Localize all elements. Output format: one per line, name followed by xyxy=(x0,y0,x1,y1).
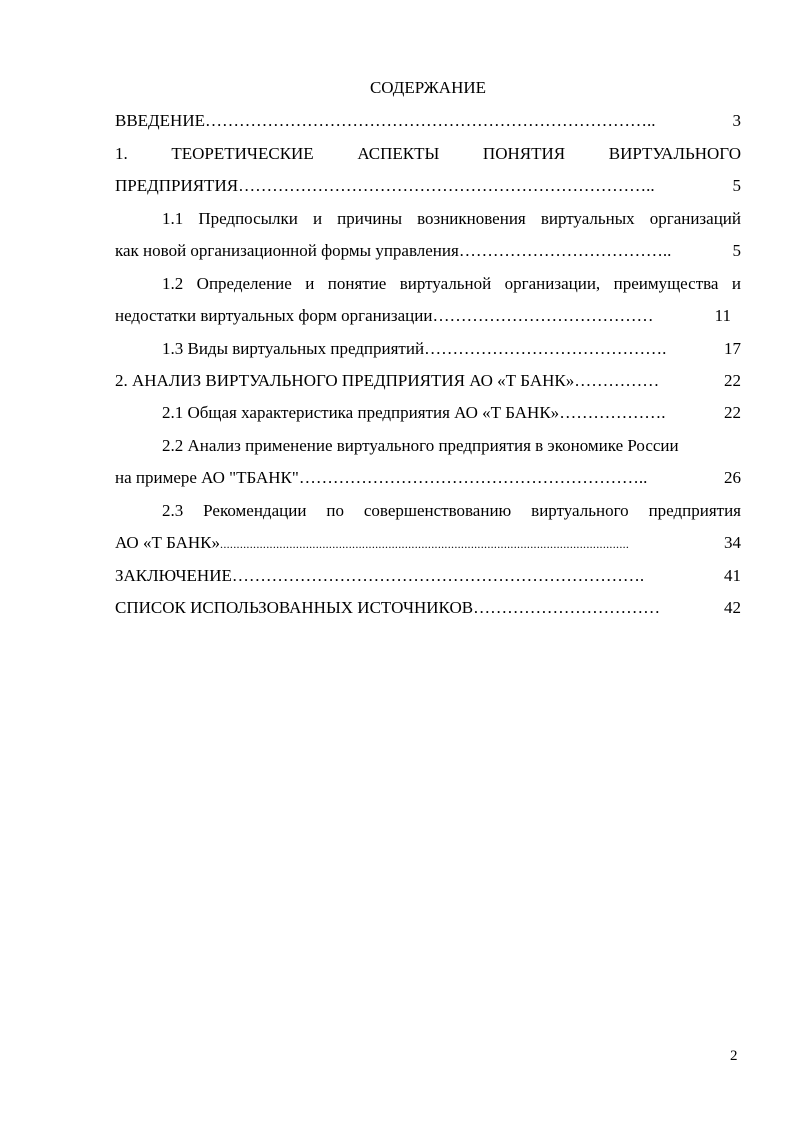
toc-page-number: 34 xyxy=(724,533,741,552)
toc-entry-text: ЗАКЛЮЧЕНИЕ xyxy=(115,566,232,585)
toc-page-number: 11 xyxy=(714,306,731,325)
toc-page-number: 26 xyxy=(724,468,741,487)
toc-entry-text: как новой организационной формы управления xyxy=(115,241,459,260)
toc-entry-text: на примере АО "ТБАНК" xyxy=(115,468,299,487)
toc-entry-text: ПРЕДПРИЯТИЯ xyxy=(115,176,239,195)
toc-page-number: 22 xyxy=(724,371,741,390)
toc-entry-1-1-line1: 1.1 Предпосылки и причины возникновения виртуальных организаций xyxy=(162,209,741,228)
toc-entry-ch1-line1: 1. ТЕОРЕТИЧЕСКИЕ АСПЕКТЫ ПОНЯТИЯ ВИРТУАЛЬНОГО xyxy=(115,144,741,163)
toc-entry-text: ВВЕДЕНИЕ xyxy=(115,111,205,130)
toc-entry-conclusion xyxy=(115,565,741,587)
toc-entry-text: 1.3 Виды виртуальных предприятий xyxy=(162,339,425,358)
toc-leader-dots: ............................................................................................................................ xyxy=(220,537,630,551)
toc-title: СОДЕРЖАНИЕ xyxy=(369,78,487,97)
toc-entry-text: СПИСОК ИСПОЛЬЗОВАННЫХ ИСТОЧНИКОВ xyxy=(115,598,474,617)
toc-leader-dots: ………………. xyxy=(559,403,666,422)
toc-leader-dots: ……………………………….. xyxy=(458,241,672,260)
toc-entry-2-2-line1: 2.2 Анализ применение виртуального предприятия в экономике России xyxy=(162,436,679,455)
toc-entry-1-2 xyxy=(115,305,731,327)
toc-page-number: 42 xyxy=(724,598,741,617)
toc-leader-dots: …………………………………………………………………….. xyxy=(204,111,656,130)
toc-leader-dots: …………………………… xyxy=(473,598,661,617)
toc-entry-2-1 xyxy=(115,402,741,424)
toc-entry-ch2 xyxy=(115,370,741,392)
toc-leader-dots: …………… xyxy=(574,371,660,390)
toc-entry-text: недостатки виртуальных форм организации xyxy=(115,306,433,325)
toc-page-number: 5 xyxy=(732,176,741,195)
toc-page-number: 41 xyxy=(724,566,741,585)
toc-entry-2-3-line1: 2.3 Рекомендации по совершенствованию виртуального предприятия xyxy=(162,501,741,520)
toc-leader-dots: ………………………………………………………………. xyxy=(231,566,645,585)
toc-entry-intro xyxy=(115,110,741,132)
toc-entry-1-3 xyxy=(115,338,741,360)
toc-page-number: 3 xyxy=(732,111,741,130)
toc-leader-dots: …………………………………………………….. xyxy=(298,468,648,487)
toc-entry-ch1 xyxy=(115,175,741,197)
toc-page-number: 17 xyxy=(724,339,741,358)
toc-entry-1-1 xyxy=(115,240,741,262)
toc-page-number: 22 xyxy=(724,403,741,422)
toc-entry-1-2-line1: 1.2 Определение и понятие виртуальной организации, преимущества и xyxy=(162,274,741,293)
page-number: 2 xyxy=(730,1048,738,1064)
toc-entry-text: 2.1 Общая характеристика предприятия АО «Т БАНК» xyxy=(162,403,560,422)
toc-leader-dots: ……………………………………………………………….. xyxy=(238,176,655,195)
toc-entry-2-3 xyxy=(115,532,741,555)
toc-entry-text: АО «Т БАНК» xyxy=(115,533,221,552)
toc-entry-2-2 xyxy=(115,467,741,489)
toc-page-number: 5 xyxy=(732,241,741,260)
toc-leader-dots: ……………………………………. xyxy=(424,339,667,358)
toc-entry-sources xyxy=(115,597,741,619)
toc-leader-dots: ………………………………… xyxy=(432,306,654,325)
toc-entry-text: 2. АНАЛИЗ ВИРТУАЛЬНОГО ПРЕДПРИЯТИЯ АО «Т БАНК» xyxy=(115,371,575,390)
